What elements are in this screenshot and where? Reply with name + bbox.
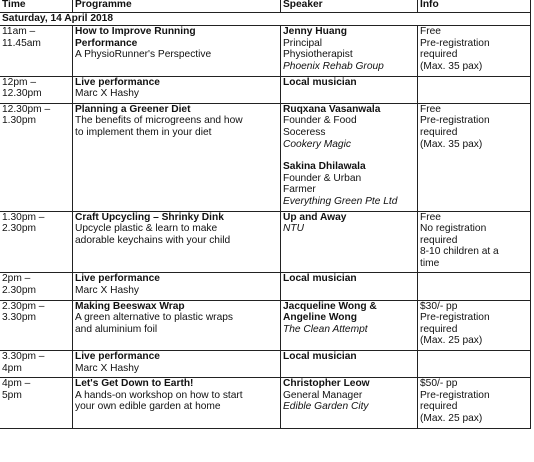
info-cell <box>418 103 531 211</box>
table-row <box>0 76 531 103</box>
time-text: 12.30pm – <box>2 103 51 115</box>
info-text: (Max. 35 pax) <box>420 138 483 150</box>
speaker-name: Angeline Wong <box>283 312 357 324</box>
speaker-role: Physiotherapist <box>283 49 353 61</box>
programme-description: and aluminium foil <box>75 323 158 335</box>
speaker-name: Christopher Leow <box>283 378 370 390</box>
time-cell <box>0 378 73 428</box>
programme-cell <box>73 351 281 378</box>
info-text: Free <box>420 26 441 38</box>
speaker-role: Founder & Food <box>283 115 357 127</box>
info-text: $30/- pp <box>420 300 458 312</box>
programme-title: Live performance <box>75 273 160 285</box>
info-text: (Max. 25 pax) <box>420 413 483 424</box>
programme-cell <box>73 211 281 273</box>
programme-description: to implement them in your diet <box>75 126 212 138</box>
speaker-name: Jenny Huang <box>283 26 347 38</box>
time-text: 3.30pm – <box>2 351 45 363</box>
info-cell <box>418 378 531 428</box>
speaker-role: General Manager <box>283 389 363 401</box>
time-cell <box>0 273 73 300</box>
speaker-name: Up and Away <box>283 211 347 223</box>
time-text: 4pm – <box>2 378 31 390</box>
header-info: Info <box>418 0 531 12</box>
programme-title: How to Improve Running <box>75 26 196 38</box>
speaker-organisation: Everything Green Pte Ltd <box>283 195 398 207</box>
programme-description: Marc X Hashy <box>75 362 139 374</box>
info-text: No registration <box>420 223 487 235</box>
programme-title: Performance <box>75 37 138 49</box>
header-time: Time <box>0 0 73 12</box>
date-row <box>0 12 531 26</box>
info-text: 8-10 children at a <box>420 246 499 258</box>
programme-cell <box>73 300 281 350</box>
info-text: Pre-registration <box>420 389 490 401</box>
speaker-name: Local musician <box>283 273 357 285</box>
date-cell: Saturday, 14 April 2018 <box>0 12 531 26</box>
programme-description: Upcycle plastic & learn to make <box>75 223 218 235</box>
speaker-organisation: Edible Garden City <box>283 401 369 413</box>
time-text: 4pm <box>2 362 22 374</box>
speaker-name: Sakina Dhilawala <box>283 161 366 173</box>
speaker-cell <box>281 351 418 378</box>
speaker-cell <box>281 211 418 273</box>
programme-cell <box>73 76 281 103</box>
info-cell <box>418 211 531 273</box>
header-programme: Programme <box>73 0 281 12</box>
time-text: 1.30pm <box>2 115 36 127</box>
time-cell <box>0 103 73 211</box>
programme-cell <box>73 378 281 428</box>
time-cell <box>0 211 73 273</box>
info-cell <box>418 273 531 300</box>
table-row <box>0 211 531 273</box>
time-text: 11am – <box>2 26 36 38</box>
programme-title: Live performance <box>75 351 160 363</box>
speaker-organisation: The Clean Attempt <box>283 323 368 335</box>
info-cell <box>418 26 531 76</box>
table-row <box>0 26 531 76</box>
speaker-role: Founder & Urban <box>283 172 362 184</box>
info-text: required <box>420 234 458 246</box>
programme-title: Craft Upcycling – Shrinky Dink <box>75 211 224 223</box>
speaker-name: Local musician <box>283 76 357 88</box>
speaker-name: Local musician <box>283 351 357 363</box>
header-row <box>0 0 531 12</box>
time-text: 2.30pm – <box>2 300 45 312</box>
time-cell <box>0 76 73 103</box>
programme-title: Let's Get Down to Earth! <box>75 378 194 390</box>
programme-title: Planning a Greener Diet <box>75 103 191 115</box>
info-cell <box>418 351 531 378</box>
speaker-role: Farmer <box>283 184 316 196</box>
info-text: (Max. 25 pax) <box>420 335 483 347</box>
time-text: 3.30pm <box>2 312 36 324</box>
programme-cell <box>73 103 281 211</box>
programme-description: A PhysioRunner's Perspective <box>75 49 212 61</box>
programme-description: A hands-on workshop on how to start <box>75 389 243 401</box>
time-text: 2pm – <box>2 273 31 285</box>
time-text: 1.30pm – <box>2 211 45 223</box>
table-row <box>0 300 531 350</box>
info-text: Free <box>420 211 441 223</box>
time-cell <box>0 300 73 350</box>
info-text: Free <box>420 103 441 115</box>
speaker-spacer <box>283 150 415 161</box>
info-text: Pre-registration <box>420 312 490 324</box>
programme-description: Marc X Hashy <box>75 88 139 100</box>
header-speaker: Speaker <box>281 0 418 12</box>
info-text: (Max. 35 pax) <box>420 60 483 72</box>
info-cell <box>418 76 531 103</box>
programme-cell <box>73 26 281 76</box>
speaker-role: Soceress <box>283 126 326 138</box>
table-row <box>0 351 531 378</box>
speaker-cell <box>281 26 418 76</box>
time-cell <box>0 26 73 76</box>
programme-description: adorable keychains with your child <box>75 234 231 246</box>
time-text: 2.30pm <box>2 285 36 297</box>
info-text: Pre-registration <box>420 115 490 127</box>
speaker-name: Ruqxana Vasanwala <box>283 103 381 115</box>
programme-cell <box>73 273 281 300</box>
info-text: required <box>420 401 458 413</box>
programme-description: The benefits of microgreens and how <box>75 115 243 127</box>
info-text: Pre-registration <box>420 37 490 49</box>
info-text: required <box>420 323 458 335</box>
speaker-cell <box>281 76 418 103</box>
info-cell <box>418 300 531 350</box>
info-text: time <box>420 257 440 269</box>
time-text: 2.30pm <box>2 223 36 235</box>
programme-title: Making Beeswax Wrap <box>75 300 185 312</box>
info-text: required <box>420 126 458 138</box>
speaker-cell <box>281 103 418 211</box>
info-text: required <box>420 49 458 61</box>
speaker-organisation: Phoenix Rehab Group <box>283 60 384 72</box>
programme-description: your own edible garden at home <box>75 401 221 413</box>
time-text: 5pm <box>2 389 22 401</box>
time-text: 11.45am <box>2 37 41 49</box>
table-row <box>0 273 531 300</box>
speaker-organisation: Cookery Magic <box>283 138 351 150</box>
programme-title: Live performance <box>75 76 160 88</box>
time-cell <box>0 351 73 378</box>
programme-description: A green alternative to plastic wraps <box>75 312 233 324</box>
speaker-cell <box>281 300 418 350</box>
speaker-organisation: NTU <box>283 223 304 235</box>
time-text: 12pm – <box>2 76 36 88</box>
speaker-cell <box>281 378 418 428</box>
programme-description: Marc X Hashy <box>75 285 139 297</box>
speaker-role: Principal <box>283 37 323 49</box>
table-row <box>0 378 531 428</box>
speaker-name: Jacqueline Wong & <box>283 300 377 312</box>
table-row <box>0 103 531 211</box>
time-text: 12.30pm <box>2 88 42 100</box>
info-text: $50/- pp <box>420 378 458 390</box>
speaker-cell <box>281 273 418 300</box>
